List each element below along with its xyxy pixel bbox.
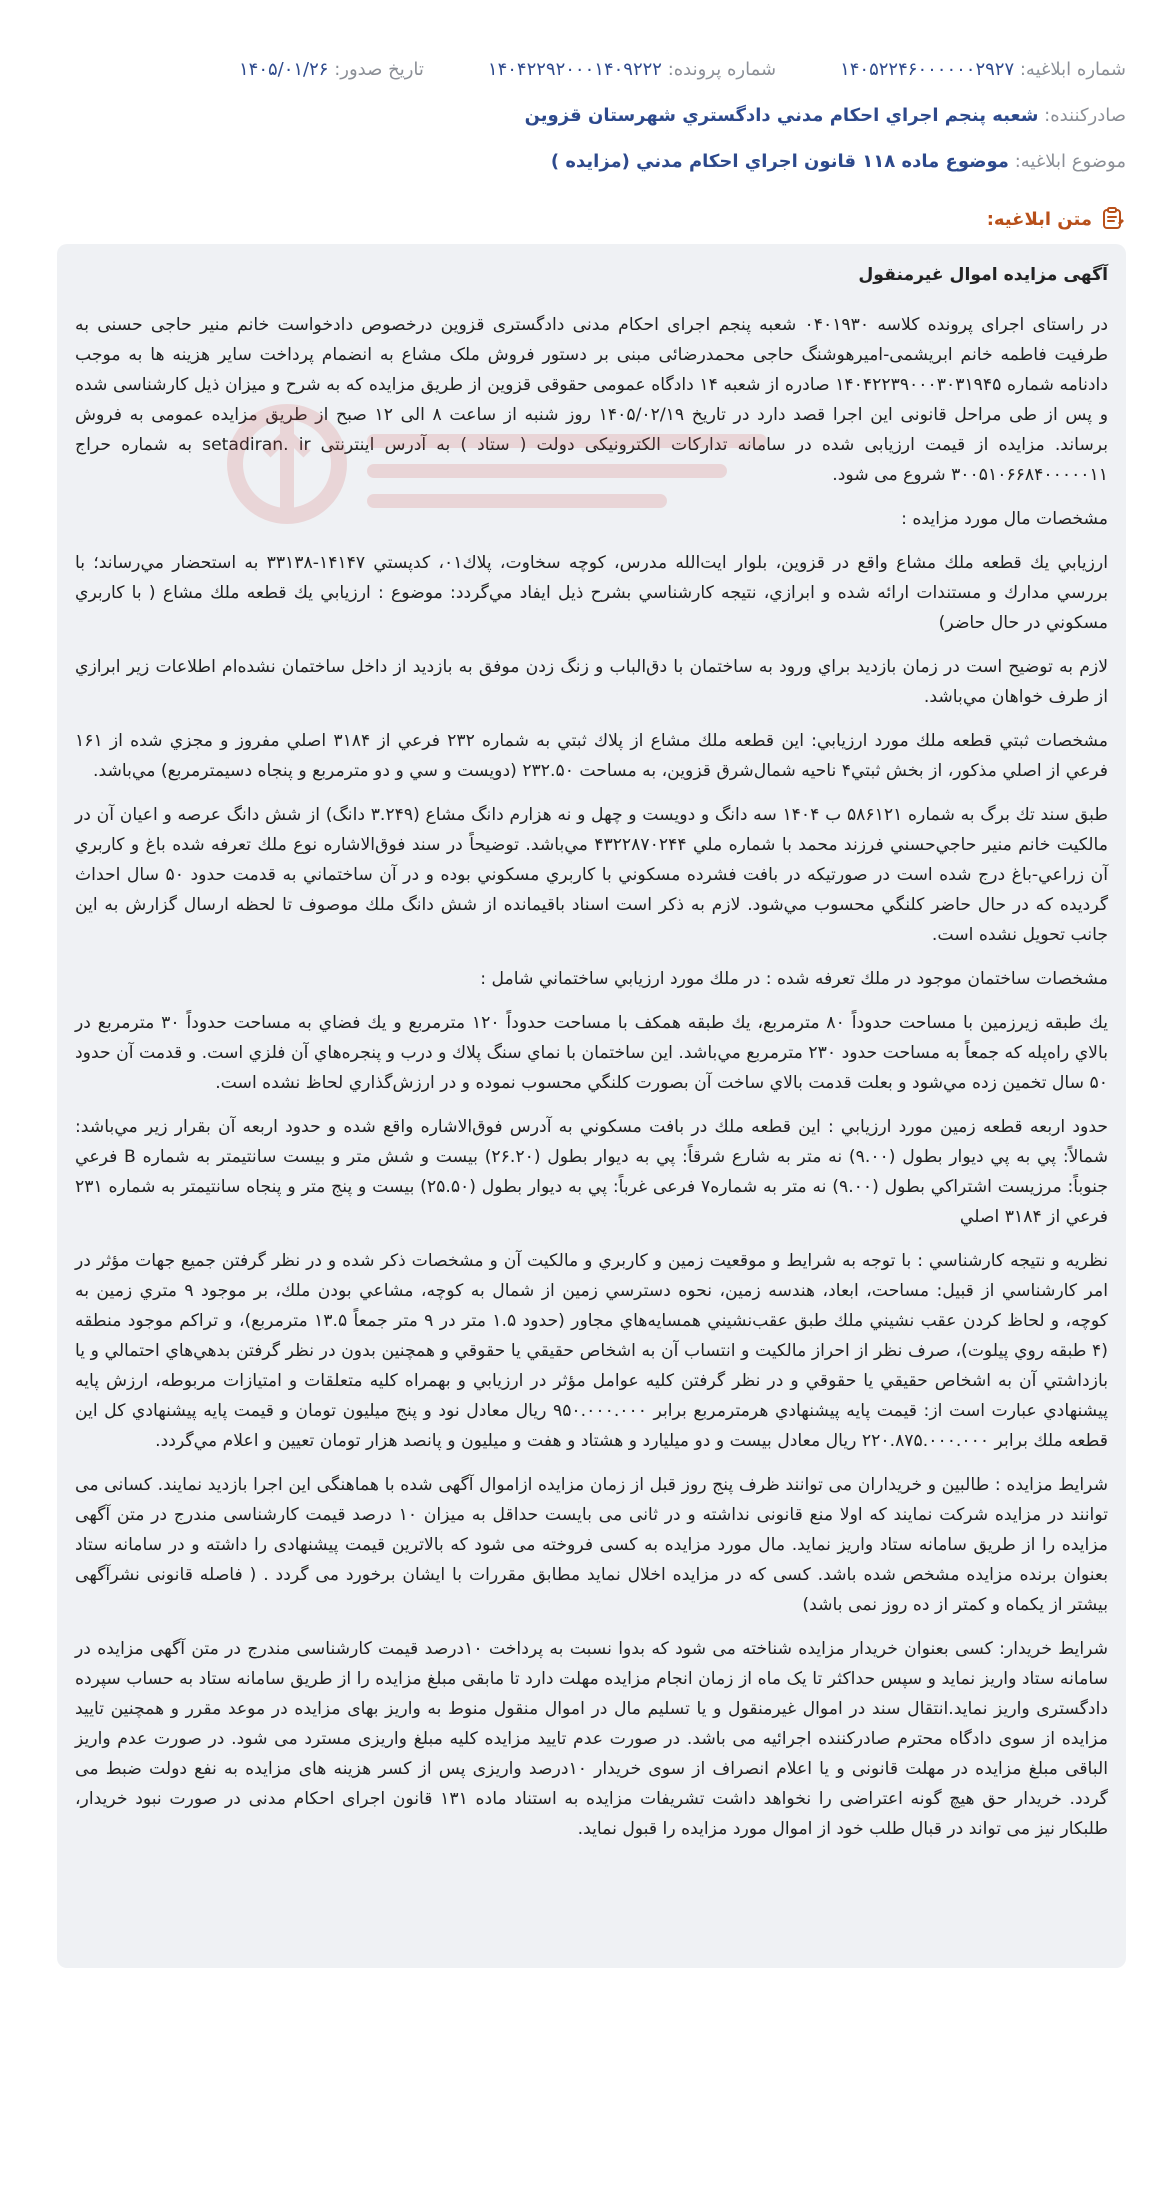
- notice-number: [840, 59, 1126, 80]
- issue-date: [239, 59, 424, 80]
- notice-text-title: متن ابلاغيه:: [986, 208, 1092, 230]
- meta-row-subject: [40, 138, 1126, 184]
- document-notice-icon: [1100, 206, 1126, 232]
- paragraph-expert-opinion: نظريه و نتيجه كارشناسي : با توجه به شرايط و موقعيت زمين و كاربري و مالكيت آن و مشخصات ذكر شده و در نظر گرفتن جميع جهات مؤثر در امر كارشناسي از قبيل: مساحت، ابعاد، هندسه زمين، نحوه دسترسي زمين از شمال به كوچه، مشاعي بودن ملك، بر موجود ۹ متري زمين به كوچه، و لحاظ كردن عقب نشيني ملك طبق عقب‌نشيني همسايه‌هاي مجاور (حدود ۱.۵ متر در ۹ متر جمعاً ۱۳.۵ مترمربع)، و تراكم موجود منطقه (۴ طبقه روي پيلوت)، صرف نظر از احراز مالكيت و انتساب آن به اشخاص حقيقي يا حقوقي و همچنين بدون در نظر گرفتن بدهي‌هاي احتمالي و يا بازداشتي آن به اشخاص حقيقي يا حقوقي و در نظر گرفتن كليه عوامل مؤثر در ارزيابي و بهمراه كليه متعلقات و امتيازات مربوطه، ارزش پايه پيشنهادي عبارت است از: قيمت پايه پيشنهادي هرمترمربع برابر ۹۵۰.۰۰۰.۰۰۰ ريال معادل نود و پنج ميليون تومان و قيمت پايه پيشنهادي كل اين قطعه ملك برابر ۲۲۰.۸۷۵.۰۰۰.۰۰۰ ريال معادل بيست و دو ميليارد و هشتاد و هفت و ميليون و پانصد هزار تومان تعيين و اعلام مي‌گردد.: [75, 1251, 1108, 1451]
- notice-subject: [551, 151, 1126, 172]
- notice-text-box: [57, 244, 1126, 1968]
- notice-number-label: شماره ابلاغيه:: [1019, 58, 1126, 80]
- issuer-label: صادرکننده:: [1044, 104, 1126, 126]
- notice-text-header: [40, 198, 1126, 240]
- heading-building-specs: مشخصات ساختمان موجود در ملك تعرفه شده : در ملك مورد ارزيابي ساختماني شامل :: [480, 969, 1108, 989]
- paragraph-auction-conditions: شرایط مزایده : طالبین و خریداران می توانند ظرف پنج روز قبل از زمان مزایده ازاموال آگهی شده با هماهنگی این اجرا بازدید نمایند. کسانی می توانند در مزایده شرکت نمایند که اولا منع قانونی نداشته و در ثانی می بایست حداقل به میزان ۱۰ درصد قیمت کارشناسی مندرج در متن آگهی مزایده را از طریق سامانه ستاد واریز نماید. مال مورد مزایده به کسی فروخته می شود که بالاترین قیمت پیشنهادی را داشته و در سامانه ستاد بعنوان برنده مزایده مشخص شده باشد. کسی که در مزایده اخلال نماید مطابق مقررات با ایشان برخورد می گردد . ( فاصله قانونی نشرآگهی بیشتر از یکماه و کمتر از ده روز نمی باشد): [75, 1475, 1108, 1615]
- paragraph-buyer-conditions: شرایط خریدار: کسی بعنوان خریدار مزایده شناخته می شود که بدوا نسبت به پرداخت ۱۰درصد قیمت کارشناسی مندرج در متن آگهی مزایده در سامانه ستاد واریز نماید و سپس حداکثر تا یک ماه از زمان انجام مزایده مهلت دارد تا مابقی مبلغ مزایده را از طریق سامانه ستاد به حساب سپرده دادگستری واریز نماید.انتقال سند در اموال غیرمنقول و یا تسلیم مال در اموال منقول منوط به واریز بهای مزایده در موعد مقرر و همچنین تایید مزایده از سوی دادگاه محترم صادرکننده اجرائیه می باشد. در صورت عدم تایید مزایده کلیه مبلغ واریزی مسترد می شود. در صورت عدم واریز الباقی مبلغ مزایده در مهلت قانونی و یا اعلام انصراف از سوی خریدار ۱۰درصد واریزی پس از کسر هزینه های مزایده به نفع دولت ضبط می گردد. خریدار حق هیچ گونه اعتراضی را نخواهد داشت تشریفات مزایده به استناد ماده ۱۳۱ قانون اجرای احکام مدنی در صورت نبود خریدار، طلبکار نیز می تواند در قبال طلب خود از اموال مورد مزایده را قبول نماید.: [75, 1639, 1108, 1839]
- case-number-value: ۱۴۰۴۲۲۹۲۰۰۰۱۴۰۹۲۲۲: [487, 58, 662, 80]
- notice-page: [0, 46, 1174, 2190]
- meta-row-numbers: [40, 46, 1126, 92]
- paragraph-evaluation: ارزيابي يك قطعه ملك مشاع واقع در قزوين، بلوار ايت‌الله مدرس، كوچه سخاوت، پلاك۰۱، كدپستي ۱۴۱۴۷-۳۳۱۳۸ به استحضار مي‌رساند؛ با بررسي مدارك و مستندات ارائه شده و ابرازي، نتيجه كارشناسي بشرح ذيل ايفاد مي‌گردد: موضوع : ارزيابي يك قطعه ملك مشاع ( با كاربري مسكوني در حال حاضر): [75, 553, 1109, 633]
- issuer-value: شعبه پنجم اجراي احكام مدني دادگستري شهرستان قزوين: [524, 104, 1039, 126]
- paragraph-intro: در راستای اجرای پرونده کلاسه ۰۴۰۱۹۳۰ شعبه پنجم اجرای احکام مدنی دادگستری قزوین درخصوص دادخواست خانم منیر حاجی حسنی به طرفیت فاطمه خانم ابریشمی-امیرهوشنگ حاجی محمدرضائی مبنی بر دستور فروش ملک مشاع به انضمام پرداخت سایر هزینه ها به موجب دادنامه شماره ۱۴۰۴۲۲۳۹۰۰۰۳۰۳۱۹۴۵ صادره از شعبه ۱۴ دادگاه عمومی حقوقی قزوین از طریق مزایده که به شرح و میزان ذیل کارشناسی شده و پس از طی مراحل قانونی این اجرا قصد دارد در تاریخ ۱۴۰۵/۰۲/۱۹ روز شنبه از ساعت ۸ الی ۱۲ صبح از طریق مزایده عمومی به فروش برساند. مزایده از قیمت ارزیابی شده در سامانه تدارکات الکترونیکی دولت ( ستاد ) به آدرس اینترنتی setadiran. ir به شماره حراج ۳۰۰۵۱۰۶۶۸۴۰۰۰۰۰۱۱ شروع می شود.: [75, 315, 1109, 485]
- auction-title: آگهی مزایده اموال غیرمنقول: [858, 265, 1108, 285]
- paragraph-registration-specs: مشخصات ثبتي قطعه ملك مورد ارزيابي: اين قطعه ملك مشاع از پلاك ثبتي به شماره ۲۳۲ فرعي از ۳۱۸۴ اصلي مفروز و مجزي شده از ۱۶۱ فرعي از اصلي مذكور، از بخش ثبتي۴ ناحيه شمال‌شرق قزوين، به مساحت ۲۳۲.۵۰ (دويست و سي و دو مترمربع و پنجاه دسيمترمربع) مي‌باشد.: [75, 731, 1108, 781]
- paragraph-visit-note: لازم به توضيح است در زمان بازديد براي ورود به ساختمان با دق‌الباب و زنگ زدن موفق به بازديد از داخل ساختمان نشده‌ام اطلاعات زير ابرازي از طرف خواهان مي‌باشد.: [75, 657, 1108, 707]
- case-number: [488, 59, 776, 80]
- paragraph-deed: طبق سند تك برگ به شماره ۵۸۶۱۲۱ ب ۱۴۰۴ سه دانگ و دويست و چهل و نه هزارم دانگ مشاع (۳.۲۴۹ دانگ) از شش دانگ عرصه و اعيان آن در مالكيت خانم منير حاجي‌حسني فرزند محمد با شماره ملي ۴۳۲۲۸۷۰۲۴۴ مي‌باشد. توضيحاً در سند فوق‌الاشاره نوع ملك تعرفه شده باغ و كاربري آن زراعي-باغ درج شده است در صورتيكه در بافت فشرده مسكوني با كاربري مسكوني بوده و در آن ساختماني به قدمت حدود ۵۰ سال احداث گرديده كه در حال حاضر كلنگي محسوب مي‌شود. لازم به ذكر است اسناد باقيمانده از شش دانگ ملك موصوف تا لحظه ارسال گزارش به اين جانب تحويل نشده است.: [75, 805, 1109, 945]
- case-number-label: شماره پرونده:: [667, 58, 777, 80]
- issue-date-value: ۱۴۰۵/۰۱/۲۶: [238, 58, 329, 80]
- paragraph-building: يك طبقه زيرزمين با مساحت حدوداً ۸۰ مترمربع، يك طبقه همكف با مساحت حدوداً ۱۲۰ مترمربع و يك فضاي به مساحت حدوداً ۳۰ مترمربع در بالاي راه‌پله كه جمعاً به مساحت حدود ۲۳۰ مترمربع مي‌باشد. اين ساختمان با نماي سنگ پلاك و درب و پنجره‌هاي آن فلزي است. و قدمت آن حدود ۵۰ سال تخمين زده مي‌شود و بعلت قدمت بالاي ساخت آن بصورت كلنگي محسوب نموده و در ارزش‌گذاري لحاظ نشده است.: [75, 1013, 1108, 1093]
- notice-number-value: ۱۴۰۵۲۲۴۶۰۰۰۰۰۰۲۹۲۷: [840, 58, 1015, 80]
- issuer: [525, 105, 1126, 126]
- issue-date-label: تاريخ صدور:: [334, 58, 424, 80]
- meta-row-issuer: [40, 92, 1126, 138]
- subject-label: موضوع ابلاغيه:: [1014, 150, 1126, 172]
- heading-property-specs: مشخصات مال مورد مزایده :: [901, 509, 1108, 529]
- paragraph-boundaries: حدود اربعه قطعه زمين مورد ارزيابي : اين قطعه ملك در بافت مسكوني به آدرس فوق‌الاشاره واقع شده و حدود اربعه آن بقرار زير مي‌باشد: شمالاً: پي به پي ديوار بطول (۹.۰۰) نه متر به شارع شرقاً: پي به ديوار بطول (۲۶.۲۰) بيست و شش متر و بيست سانتيمتر به شماره B فرعي جنوباً: مرزيست اشتراكي بطول (۹.۰۰) نه متر به شماره۷ فرعی غرباً: پي به ديوار بطول (۲۵.۵۰) بيست و پنج متر و پنجاه سانتيمتر به شماره ۲۳۱ فرعي از ۳۱۸۴ اصلي: [75, 1117, 1108, 1227]
- subject-value: موضوع ماده ۱۱۸ قانون اجراي احكام مدني (مزايده ): [550, 150, 1009, 172]
